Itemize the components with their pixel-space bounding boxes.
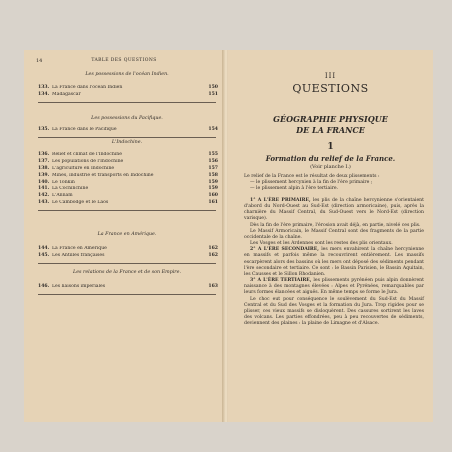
paragraph bbox=[244, 278, 424, 296]
entry-title: Le Tonkin bbox=[52, 179, 75, 185]
entry-title: L'Annam bbox=[52, 193, 73, 199]
paragraph-text: Les Vosges et les Ardennes sont les restes des plis orientaux. bbox=[250, 241, 393, 247]
entry-number: 146. bbox=[38, 284, 50, 289]
body-intro bbox=[244, 174, 424, 192]
chapter-subtitle-1: GÉOGRAPHIE PHYSIQUE bbox=[273, 114, 388, 124]
chapter-subtitle-2: DE LA FRANCE bbox=[296, 125, 365, 135]
entry-number: 142. bbox=[38, 193, 50, 199]
entry-number: 135. bbox=[38, 127, 50, 132]
plate-reference: (Voir planche I.) bbox=[310, 164, 351, 170]
entry-number: 145. bbox=[38, 252, 50, 258]
entry-title: La Cochinchine bbox=[52, 186, 89, 192]
entry-number: 139. bbox=[38, 172, 50, 178]
entry-page: 151 bbox=[208, 91, 218, 97]
paragraph bbox=[244, 229, 424, 241]
paragraph-text: Dès la fin de l'ère primaire, l'érosion avait déjà, en partie, nivelé ces plis. bbox=[250, 222, 421, 228]
toc-entry bbox=[38, 173, 218, 180]
entry-number: 141. bbox=[38, 186, 50, 192]
chapter-title: QUESTIONS bbox=[292, 82, 369, 95]
toc-entry bbox=[38, 166, 218, 173]
entry-title: L'agriculture en Indochine bbox=[52, 165, 115, 171]
entry-page: 155 bbox=[208, 152, 218, 157]
body-text bbox=[244, 198, 424, 327]
entry-title: Les liaisons impériales bbox=[52, 284, 106, 289]
entry-title: Relief et climat de l'Indochine bbox=[52, 152, 122, 157]
entry-page: 161 bbox=[208, 200, 218, 206]
toc-entry bbox=[38, 159, 218, 166]
paragraph bbox=[244, 247, 424, 278]
toc-list bbox=[38, 246, 218, 260]
entry-page: 150 bbox=[208, 85, 218, 90]
entry-title: Les Antilles françaises bbox=[52, 252, 105, 258]
section-divider bbox=[38, 102, 216, 103]
entry-title: Mines, industrie et transports en Indochine bbox=[52, 172, 154, 178]
entry-title: Le Cambodge et le Laos bbox=[52, 200, 109, 206]
entry-number: 133. bbox=[38, 85, 50, 90]
toc-entry bbox=[38, 200, 218, 207]
paragraph-text: les plis de la chaîne hercynienne s'orientaient d'abord du Nord-Ouest au Sud-Est (direction armoricaine), puis, après la charnière du Massif Central, du Sud-Ouest vers le Nord-Est (direction varisque). bbox=[244, 198, 424, 222]
entry-page: 160 bbox=[208, 193, 218, 199]
paragraph bbox=[244, 198, 424, 223]
entry-page: 158 bbox=[208, 172, 218, 178]
entry-page: 156 bbox=[208, 158, 218, 164]
toc-list bbox=[38, 127, 218, 134]
entry-title: Madagascar bbox=[52, 91, 81, 97]
toc-entry bbox=[38, 193, 218, 200]
entry-title: La France en Amérique bbox=[52, 246, 107, 251]
toc-entry bbox=[38, 127, 218, 134]
entry-number: 136. bbox=[38, 152, 50, 157]
toc-entry bbox=[38, 253, 218, 260]
entry-page: 159 bbox=[208, 179, 218, 185]
entry-page: 159 bbox=[208, 186, 218, 192]
entry-number: 140. bbox=[38, 179, 50, 185]
entry-page: 162 bbox=[208, 246, 218, 251]
entry-number: 134. bbox=[38, 91, 50, 97]
section-title: Les possessions du Pacifique. bbox=[91, 116, 163, 121]
question-number: 1 bbox=[327, 142, 334, 152]
entry-page: 162 bbox=[208, 252, 218, 258]
right-page bbox=[228, 50, 433, 422]
chapter-number: III bbox=[324, 72, 337, 80]
section-divider bbox=[38, 137, 216, 138]
toc-entry bbox=[38, 92, 218, 99]
entry-title: La France dans l'océan Indien bbox=[52, 85, 123, 90]
left-page bbox=[24, 50, 224, 422]
entry-page: 154 bbox=[208, 127, 218, 132]
toc-entry bbox=[38, 152, 218, 159]
paragraph-text: les mers envahirent la chaîne hercynienne en massifs et parfois même la recouvrirent entièrement. Les massifs escarpèrent alors des bassins où les mers ont déposé des sédiments pendant l'ère secondaire et tertiaire. Ce sont : le Bassin Parisien, le Bassin Aquitain, les Causses et le Sillon Rhodanien. bbox=[244, 247, 424, 277]
toc-list bbox=[38, 284, 218, 291]
paragraph-text: Le choc eut pour conséquence le soulèvement du Sud-Est du Massif Central et du Sud des Vosges et la formation du Jura. Trop rigides pour se plisser, ces vieux massifs se disloquèrent. Des cassures sortirent les laves des volcans. Les parties effondrées, peu à peu recouvertes de sédiments, deviennent des plaines : la plaine de Limagne et d'Alsace. bbox=[244, 296, 424, 327]
toc-list bbox=[38, 152, 218, 207]
paragraph-label: 3° A L'ÈRE TERTIAIRE, bbox=[250, 278, 314, 284]
running-head: TABLE DES QUESTIONS bbox=[91, 58, 157, 63]
paragraph-text: les plissements pyrénéen puis alpin donnèrent naissance à des montagnes élevées : Alpes et Pyrénées, remarquables par leurs formes élancées et aiguës. En même temps se forme le Jura. bbox=[244, 278, 424, 296]
section-title: Les relations de la France et de son Empire. bbox=[73, 270, 181, 275]
entry-number: 137. bbox=[38, 158, 50, 164]
toc-list bbox=[38, 85, 218, 99]
section-title: La France en Amérique. bbox=[97, 232, 157, 237]
toc-entry bbox=[38, 180, 218, 187]
section-title: Les possessions de l'océan Indien. bbox=[85, 72, 169, 77]
page-number: 14 bbox=[36, 58, 43, 64]
toc-entry bbox=[38, 246, 218, 253]
intro-line: Le relief de la France est le résultat de deux plissements : bbox=[244, 174, 380, 179]
section-divider bbox=[38, 210, 216, 211]
intro-line: — le plissement hercynien à la fin de l'ère primaire ; bbox=[250, 180, 373, 186]
entry-title: Les populations de l'Indochine bbox=[52, 158, 124, 164]
section-divider bbox=[38, 263, 216, 264]
paragraph-label: 1° A L'ÈRE PRIMAIRE, bbox=[250, 198, 313, 203]
entry-number: 144. bbox=[38, 246, 50, 251]
question-title: Formation du relief de la France. bbox=[265, 154, 396, 163]
paragraph-label: 2° A L'ÈRE SECONDAIRE, bbox=[250, 247, 322, 253]
entry-page: 157 bbox=[208, 165, 218, 171]
toc-entry bbox=[38, 284, 218, 291]
section-title: L'Indochine. bbox=[111, 140, 143, 145]
intro-line: — le plissement alpin à l'ère tertiaire. bbox=[250, 186, 339, 192]
section-divider bbox=[38, 294, 216, 295]
entry-title: La France dans le Pacifique bbox=[52, 127, 117, 132]
entry-number: 143. bbox=[38, 200, 50, 206]
paragraph-text: Le Massif Armoricain, le Massif Central sont des fragments de la partie occidentale de la chaîne. bbox=[244, 228, 424, 240]
toc-entry bbox=[38, 186, 218, 193]
toc-entry bbox=[38, 85, 218, 92]
paragraph bbox=[244, 297, 424, 328]
entry-number: 138. bbox=[38, 165, 50, 171]
entry-page: 163 bbox=[208, 284, 218, 289]
